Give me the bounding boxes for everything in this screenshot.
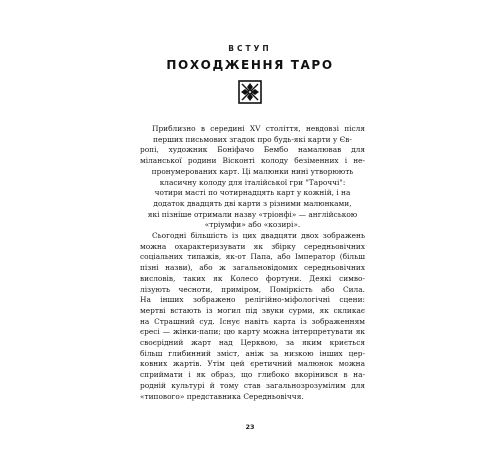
tarot-ornament-icon — [238, 80, 262, 104]
text-line: міланської родини Вісконті колоду безіменних і не- — [140, 156, 365, 166]
text-line: ропі, художник Боніфачо Бембо намалював для — [140, 145, 365, 155]
text-line: своєрідний жарт над Церквою, за яким криється — [140, 338, 365, 348]
text-line: «тріумфи» або «козирі». — [204, 220, 301, 230]
body-text — [140, 124, 365, 402]
text-line: сприймати і як образ, що глибоко вкорінився в на- — [140, 370, 365, 380]
text-line: класичну колоду для італійської гри "Тароччі": — [159, 177, 346, 187]
text-line: лізують чесноти, приміром, Поміркість або Сила. — [140, 284, 365, 294]
text-line: соціальних типажів, як-от Папа, або Імператор (більш — [140, 252, 365, 262]
section-label: ВСТУП — [228, 44, 272, 53]
text-line: На інших зображено релігійно-міфологічні сцени: — [140, 295, 365, 305]
text-line: «типового» представника Середньовіччя. — [140, 391, 304, 401]
text-line: мертві встають із могил під звуки сурми, як скликає — [140, 305, 365, 315]
text-line: висловів, таких як Колесо фортуни. Деякі симво- — [140, 273, 365, 283]
text-line: чотири масті по чотирнадцять карт у кожній, і на — [154, 188, 351, 198]
text-line: які пізніше отримали назву «тріонфі» — англійською — [147, 209, 358, 219]
paragraph-2 — [140, 231, 365, 402]
text-line: єресі — жінки-папи; цю карту можна інтерпретувати як — [140, 327, 365, 337]
text-line: на Страшний суд. Існує навіть карта із зображенням — [140, 316, 365, 326]
paragraph-1 — [140, 124, 365, 231]
text-line: пізні назви), або ж загальновідомих середньовічних — [140, 263, 365, 273]
text-line: більш глибинний зміст, аніж за низкою інших цер- — [140, 348, 365, 358]
page-number: 23 — [245, 423, 255, 431]
text-line: пронумерованих карт. Ці малюнки нині утворюють — [151, 166, 354, 176]
text-line: ковних жартів. Утім цей єретичний малюнок можна — [140, 359, 365, 369]
chapter-title: ПОХОДЖЕННЯ ТАРО — [166, 58, 334, 72]
text-line: родній культурі й тому став загальнозрозумілим для — [140, 380, 365, 390]
text-line: додаток двадцять дві карти з різними малюнками, — [153, 198, 352, 208]
text-line: можна охарактеризувати як збірку середньовічних — [140, 241, 365, 251]
text-line: Приблизно в середині XV століття, невдовзі після — [152, 124, 365, 133]
text-line: перших письмових згадок про будь-які карти у Єв- — [153, 134, 352, 144]
text-line: Сьогодні більшість із цих двадцяти двох зображень — [152, 231, 365, 241]
